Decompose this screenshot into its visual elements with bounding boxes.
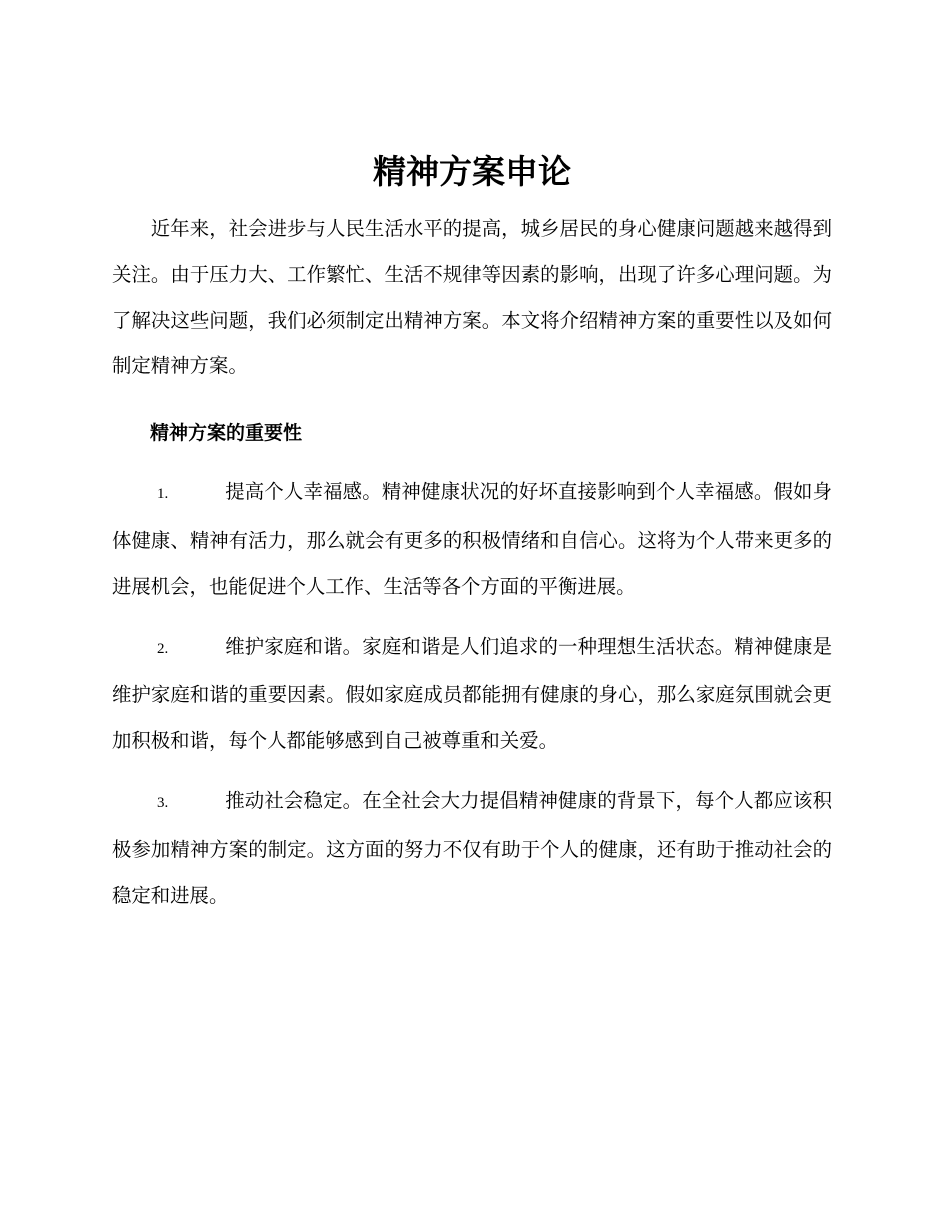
- list-item: [112, 624, 832, 764]
- list-item-number: 2.: [157, 640, 169, 657]
- list-item: [112, 469, 832, 609]
- list-item-text: 维护家庭和谐。家庭和谐是人们追求的一种理想生活状态。精神健康是维护家庭和谐的重要因素。假如家庭成员都能拥有健康的身心，那么家庭氛围就会更加积极和谐，每个人都能够感到自己被尊重和关爱。: [112, 634, 832, 753]
- list-item: [112, 778, 832, 918]
- list-item-number: 1.: [157, 486, 169, 503]
- document-page: [112, 150, 832, 918]
- list-item-text: 提高个人幸福感。精神健康状况的好坏直接影响到个人幸福感。假如身体健康、精神有活力，那么就会有更多的积极情绪和自信心。这将为个人带来更多的进展机会，也能促进个人工作、生活等各个方面的平衡进展。: [112, 480, 832, 598]
- document-title: 精神方案申论: [373, 152, 571, 191]
- list-item-text: 推动社会稳定。在全社会大力提倡精神健康的背景下，每个人都应该积极参加精神方案的制定。这方面的努力不仅有助于个人的健康，还有助于推动社会的稳定和进展。: [112, 788, 832, 907]
- list-item-number: 3.: [157, 794, 169, 811]
- intro-paragraph: 近年来，社会进步与人民生活水平的提高，城乡居民的身心健康问题越来越得到关注。由于压力大、工作繁忙、生活不规律等因素的影响，出现了许多心理问题。为了解决这些问题，我们必须制定出精神方案。本文将介绍精神方案的重要性以及如何制定精神方案。: [112, 217, 832, 378]
- section-heading: 精神方案的重要性: [150, 422, 303, 445]
